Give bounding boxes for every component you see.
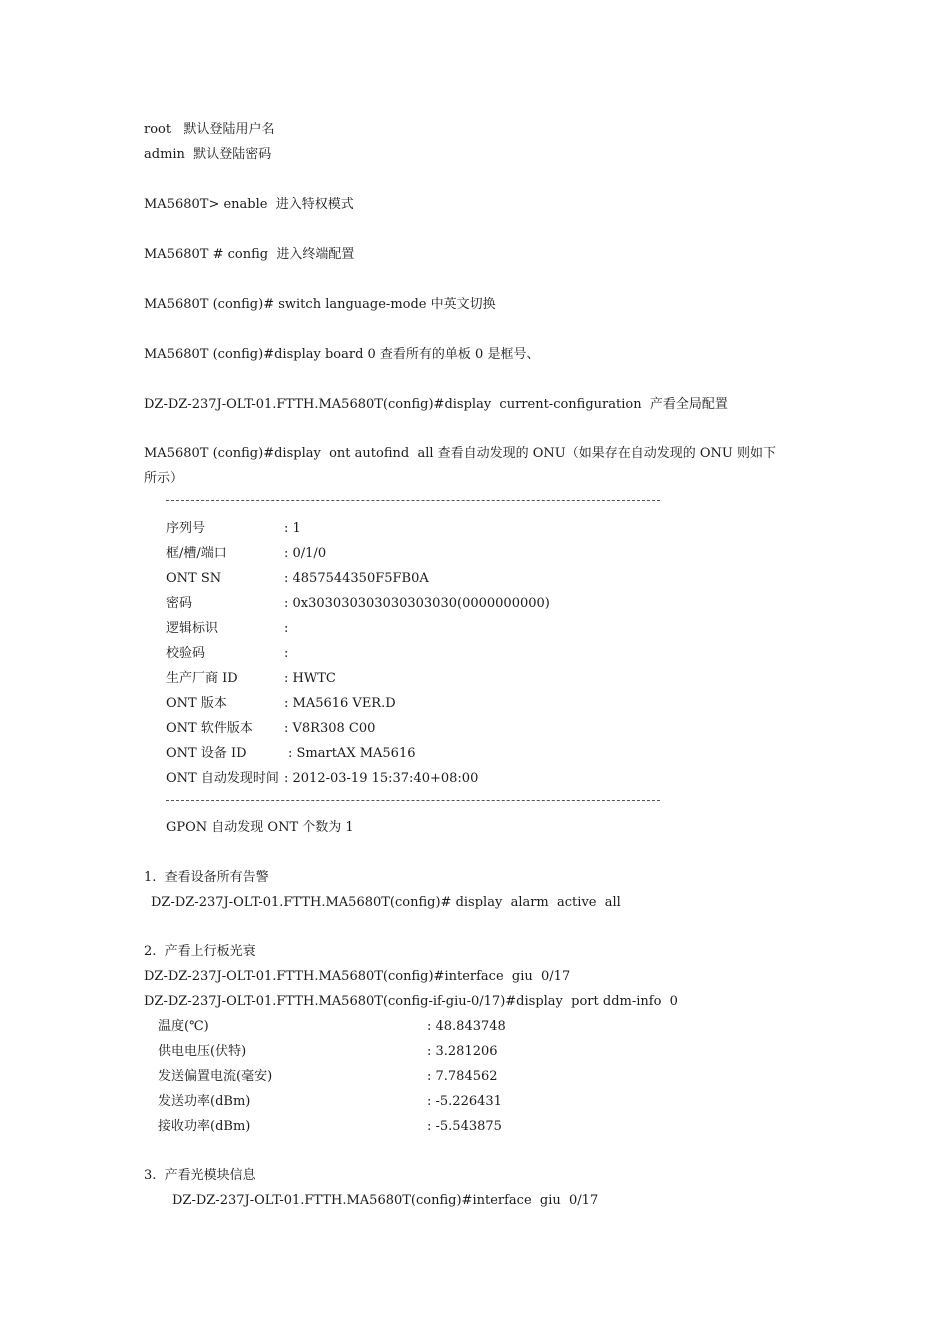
- row-value: :: [284, 621, 289, 636]
- section-2-command-ddm: DZ-DZ-237J-OLT-01.FTTH.MA5680T(config-if-giu-0/17)#display port ddm-info 0: [144, 994, 678, 1009]
- table-row: [166, 670, 336, 688]
- config-command-line: MA5680T # config 进入终端配置: [144, 247, 355, 262]
- row-label: ONT SN: [166, 571, 222, 586]
- section-1-title: 1. 查看设备所有告警: [144, 870, 269, 885]
- login-password-line: admin 默认登陆密码: [144, 147, 272, 162]
- table-row: [158, 1018, 506, 1036]
- row-value: : 7.784562: [427, 1069, 498, 1084]
- row-label: 框/槽/端口: [166, 546, 227, 561]
- row-label: ONT 软件版本: [166, 721, 253, 736]
- table-row: [166, 745, 416, 763]
- row-label: 密码: [166, 596, 193, 611]
- row-value: : 1: [284, 521, 301, 536]
- table-row: [166, 695, 396, 713]
- table-row: [166, 770, 478, 788]
- row-value: : 0/1/0: [284, 546, 327, 561]
- login-user-line: root 默认登陆用户名: [144, 122, 275, 137]
- table-row: [158, 1093, 502, 1111]
- table-row: [158, 1043, 498, 1061]
- table-row: [166, 520, 301, 538]
- row-label: 发送偏置电流(毫安): [158, 1069, 273, 1084]
- row-value: : -5.543875: [427, 1119, 502, 1134]
- row-value: : MA5616 VER.D: [284, 696, 396, 711]
- row-value: : 2012-03-19 15:37:40+08:00: [284, 771, 479, 786]
- board-command-line: MA5680T (config)#display board 0 查看所有的单板 0 是框号、: [144, 347, 540, 362]
- row-label: 接收功率(dBm): [158, 1119, 251, 1134]
- row-label: 供电电压(伏特): [158, 1044, 247, 1059]
- table-row: [158, 1068, 498, 1086]
- autofind-summary: GPON 自动发现 ONT 个数为 1: [166, 820, 354, 835]
- table-bottom-divider: [166, 800, 660, 801]
- row-label: 温度(℃): [158, 1019, 209, 1034]
- section-3-title: 3. 产看光模块信息: [144, 1168, 256, 1183]
- table-top-divider: [166, 500, 660, 501]
- row-value: : HWTC: [284, 671, 336, 686]
- row-value: : V8R308 C00: [284, 721, 376, 736]
- row-value: : 4857544350F5FB0A: [284, 571, 429, 586]
- row-label: 逻辑标识: [166, 621, 219, 636]
- row-value: : 3.281206: [427, 1044, 498, 1059]
- table-row: [166, 595, 550, 613]
- row-value: : -5.226431: [427, 1094, 502, 1109]
- current-config-command-line: DZ-DZ-237J-OLT-01.FTTH.MA5680T(config)#display current-configuration 产看全局配置: [144, 397, 728, 412]
- section-1-command: DZ-DZ-237J-OLT-01.FTTH.MA5680T(config)# display alarm active all: [151, 895, 621, 910]
- row-label: ONT 版本: [166, 696, 227, 711]
- row-label: 发送功率(dBm): [158, 1094, 251, 1109]
- table-row: [166, 545, 326, 563]
- table-row: [166, 645, 288, 663]
- section-2-command-interface: DZ-DZ-237J-OLT-01.FTTH.MA5680T(config)#interface giu 0/17: [144, 969, 571, 984]
- row-value: : 0x303030303030303030(0000000000): [284, 596, 550, 611]
- row-label: ONT 自动发现时间: [166, 771, 279, 786]
- table-row: [166, 720, 375, 738]
- row-label: ONT 设备 ID: [166, 746, 247, 761]
- autofind-command-line: MA5680T (config)#display ont autofind all 查看自动发现的 ONU（如果存在自动发现的 ONU 则如下: [144, 446, 777, 461]
- row-value: : 48.843748: [427, 1019, 506, 1034]
- row-value: : SmartAX MA5616: [288, 746, 416, 761]
- row-label: 序列号: [166, 521, 206, 536]
- row-label: 校验码: [166, 646, 206, 661]
- table-row: [166, 570, 429, 588]
- row-value: :: [284, 646, 289, 661]
- row-label: 生产厂商 ID: [166, 671, 238, 686]
- table-row: [166, 620, 288, 638]
- section-2-title: 2. 产看上行板光衰: [144, 944, 256, 959]
- table-row: [158, 1118, 502, 1136]
- enable-command-line: MA5680T> enable 进入特权模式: [144, 197, 354, 212]
- section-3-command: DZ-DZ-237J-OLT-01.FTTH.MA5680T(config)#interface giu 0/17: [172, 1193, 599, 1208]
- language-command-line: MA5680T (config)# switch language-mode 中英文切换: [144, 297, 496, 312]
- autofind-command-line-continued: 所示）: [144, 471, 184, 486]
